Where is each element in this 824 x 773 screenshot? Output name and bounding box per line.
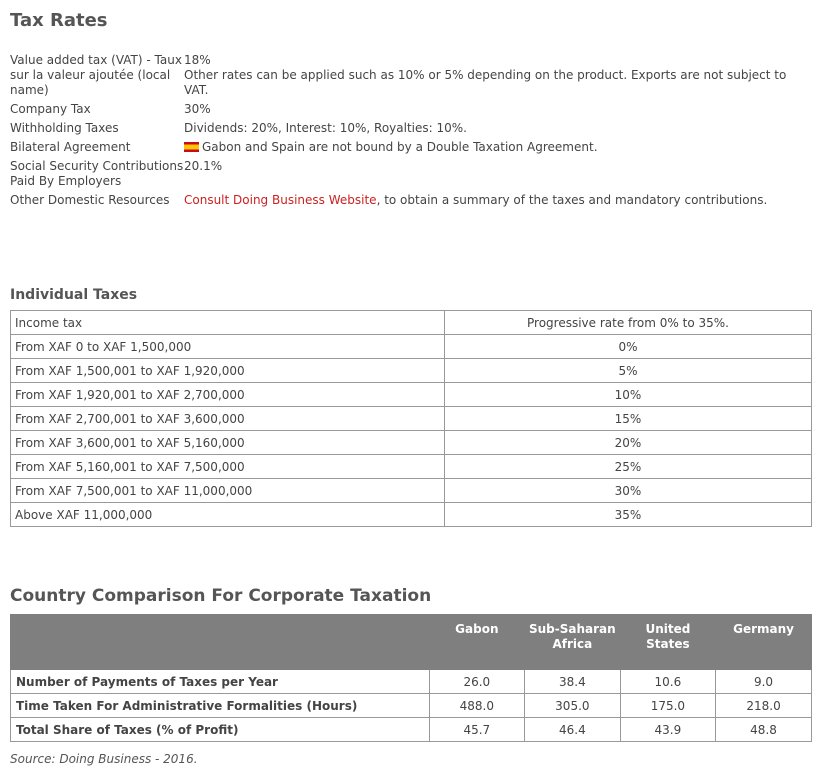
bracket-cell: From XAF 0 to XAF 1,500,000 (11, 335, 445, 359)
comparison-row (11, 694, 812, 718)
page-title: Tax Rates (10, 10, 108, 31)
rate-row-withholding (10, 121, 810, 140)
rate-cell: 20% (445, 431, 812, 455)
bracket-cell: From XAF 7,500,001 to XAF 11,000,000 (11, 479, 445, 503)
comparison-row-label: Time Taken For Administrative Formalities (Hours) (11, 694, 430, 718)
rate-cell: 15% (445, 407, 812, 431)
bracket-cell: From XAF 2,700,001 to XAF 3,600,000 (11, 407, 445, 431)
rate-cell: 30% (445, 479, 812, 503)
comparison-value: 10.6 (620, 670, 715, 694)
comparison-value: 45.7 (429, 718, 524, 742)
vat-note: Other rates can be applied such as 10% or 5% depending on the product. Exports are not subject to VAT. (184, 68, 787, 97)
comparison-row (11, 718, 812, 742)
source-note: Source: Doing Business - 2016. (10, 752, 198, 766)
rate-label: Withholding Taxes (10, 121, 119, 135)
rate-cell: 10% (445, 383, 812, 407)
bilateral-text: Gabon and Spain are not bound by a Double Taxation Agreement. (202, 140, 598, 154)
rate-label: Value added tax (VAT) - Taux sur la valeur ajoutée (local name) (10, 53, 182, 97)
rate-row-other-resources (10, 193, 810, 212)
comparison-value: 175.0 (620, 694, 715, 718)
rate-value (184, 140, 810, 159)
comparison-title: Country Comparison For Corporate Taxation (10, 586, 432, 606)
individual-tax-row (11, 383, 812, 407)
comparison-header-row (11, 615, 812, 670)
rate-label: Social Security Contributions Paid By Employers (10, 159, 184, 188)
individual-tax-row (11, 431, 812, 455)
doing-business-link[interactable]: Consult Doing Business Website (184, 193, 377, 207)
individual-taxes-title: Individual Taxes (10, 287, 138, 303)
comparison-value: 48.8 (716, 718, 812, 742)
bracket-cell: From XAF 1,500,001 to XAF 1,920,000 (11, 359, 445, 383)
comparison-column-header: Sub-Saharan Africa (524, 615, 620, 670)
rate-value: 20.1% (184, 159, 223, 173)
rate-cell: 35% (445, 503, 812, 527)
comparison-value: 43.9 (620, 718, 715, 742)
bracket-cell: From XAF 3,600,001 to XAF 5,160,000 (11, 431, 445, 455)
individual-tax-row (11, 479, 812, 503)
rate-label: Company Tax (10, 102, 91, 116)
comparison-value: 46.4 (524, 718, 620, 742)
individual-tax-row (11, 335, 812, 359)
spain-flag-icon (184, 142, 199, 152)
comparison-value: 9.0 (716, 670, 812, 694)
individual-tax-row (11, 455, 812, 479)
rate-cell: Progressive rate from 0% to 35%. (445, 311, 812, 335)
comparison-table (10, 614, 812, 742)
rate-row-company-tax (10, 102, 810, 121)
comparison-row-label: Number of Payments of Taxes per Year (11, 670, 430, 694)
rate-row-vat (10, 53, 810, 102)
rate-row-social-security (10, 159, 810, 193)
bracket-cell: From XAF 5,160,001 to XAF 7,500,000 (11, 455, 445, 479)
individual-tax-row (11, 503, 812, 527)
comparison-column-header: Germany (716, 615, 812, 670)
bracket-cell: Above XAF 11,000,000 (11, 503, 445, 527)
rate-value (184, 193, 810, 212)
bracket-cell: From XAF 1,920,001 to XAF 2,700,000 (11, 383, 445, 407)
rate-value (184, 53, 810, 102)
comparison-value: 38.4 (524, 670, 620, 694)
rate-value: Dividends: 20%, Interest: 10%, Royalties: 10%. (184, 121, 467, 135)
vat-rate: 18% (184, 53, 211, 67)
tax-rates-table (10, 53, 810, 212)
rate-row-bilateral (10, 140, 810, 159)
rate-cell: 25% (445, 455, 812, 479)
comparison-value: 488.0 (429, 694, 524, 718)
comparison-header-blank (11, 615, 430, 670)
comparison-column-header: Gabon (429, 615, 524, 670)
bracket-cell: Income tax (11, 311, 445, 335)
rate-value: 30% (184, 102, 211, 116)
rate-label: Other Domestic Resources (10, 193, 170, 207)
comparison-column-header: United States (620, 615, 715, 670)
comparison-value: 305.0 (524, 694, 620, 718)
rate-label: Bilateral Agreement (10, 140, 131, 154)
rate-cell: 0% (445, 335, 812, 359)
comparison-row-label: Total Share of Taxes (% of Profit) (11, 718, 430, 742)
individual-header-row (11, 311, 812, 335)
other-resources-text: , to obtain a summary of the taxes and mandatory contributions. (376, 193, 768, 207)
individual-tax-row (11, 407, 812, 431)
comparison-value: 26.0 (429, 670, 524, 694)
comparison-value: 218.0 (716, 694, 812, 718)
comparison-row (11, 670, 812, 694)
individual-tax-row (11, 359, 812, 383)
rate-cell: 5% (445, 359, 812, 383)
individual-taxes-table (10, 310, 812, 527)
